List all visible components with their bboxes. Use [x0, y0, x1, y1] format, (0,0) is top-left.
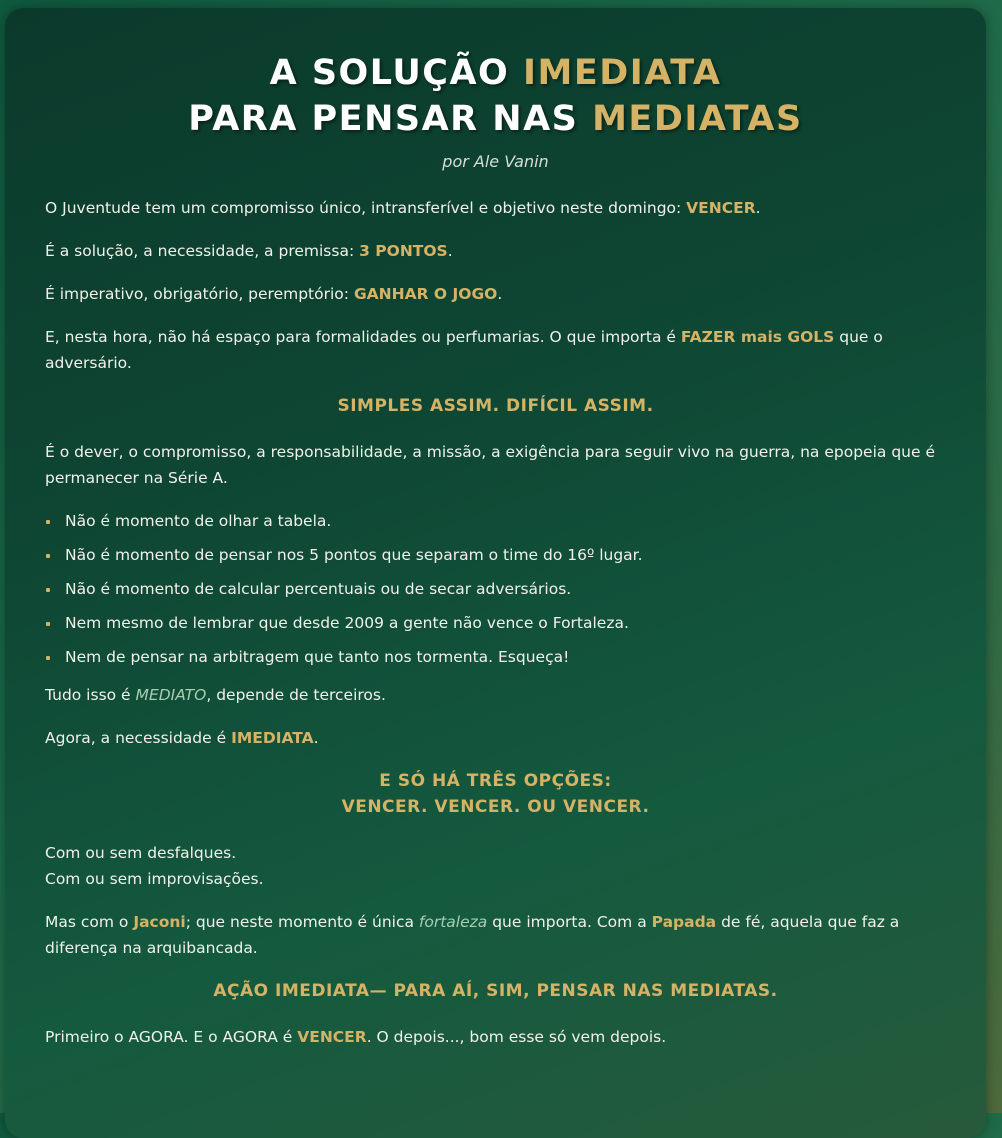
p3-highlight: GANHAR O JOGO [353, 285, 498, 303]
p9-end: de fé, aquela que faz a diferença na arquibancada. [45, 913, 900, 957]
paragraph-1 [45, 195, 946, 221]
p4-end: que o adversário. [45, 328, 883, 372]
p1-text: O Juventude tem um compromisso único, intransferível e objetivo neste domingo: [45, 199, 687, 217]
p9-mid1: ; que neste momento é única [185, 913, 419, 931]
paragraph-9 [45, 909, 946, 961]
subheading-opcoes [45, 768, 946, 820]
p3-end: . [497, 285, 503, 303]
p10-highlight: VENCER [297, 1028, 367, 1046]
bullet-list [45, 508, 946, 670]
article-card [5, 8, 986, 1138]
paragraph-7 [45, 725, 946, 751]
sub2-line2: VENCER. VENCER. OU VENCER. [341, 797, 650, 817]
p9-mid2: que importa. Com a [487, 913, 652, 931]
paragraph-5: É o dever, o compromisso, a responsabilidade, a missão, a exigência para seguir vivo na guerra, na epopeia que é permanecer na Série A. [45, 443, 935, 487]
p7-highlight: IMEDIATA [231, 729, 314, 747]
p9-italic: fortaleza [418, 913, 488, 931]
paragraph-10 [45, 1024, 946, 1050]
p8-line2: Com ou sem improvisações. [45, 870, 264, 888]
p2-end: . [447, 242, 453, 260]
p7-text: Agora, a necessidade é [45, 729, 232, 747]
author-byline: por Ale Vanin [442, 152, 549, 171]
title-line2-white: PARA PENSAR NAS [188, 99, 593, 139]
list-item: Não é momento de pensar nos 5 pontos que separam o time do 16º lugar. [45, 542, 946, 568]
subheading-simples: SIMPLES ASSIM. DIFÍCIL ASSIM. [337, 396, 654, 416]
p6-italic: MEDIATO [135, 686, 207, 704]
p9-text: Mas com o [45, 913, 134, 931]
p6-text: Tudo isso é [45, 686, 136, 704]
sub2-line1: E SÓ HÁ TRÊS OPÇÕES: [379, 771, 612, 791]
p10-end: . O depois..., bom esse só vem depois. [366, 1028, 667, 1046]
p9-highlight-jaconi: Jaconi [133, 913, 186, 931]
list-item: Nem de pensar na arbitragem que tanto nos tormenta. Esqueça! [45, 644, 946, 670]
p3-text: É imperativo, obrigatório, peremptório: [45, 285, 354, 303]
p7-end: . [313, 729, 319, 747]
p10-text: Primeiro o AGORA. E o AGORA é [45, 1028, 298, 1046]
p1-highlight: VENCER [686, 199, 756, 217]
p4-text: E, nesta hora, não há espaço para formalidades ou perfumarias. O que importa é [45, 328, 681, 346]
list-item: Não é momento de calcular percentuais ou de secar adversários. [45, 576, 946, 602]
paragraph-4 [45, 324, 946, 376]
list-item: Nem mesmo de lembrar que desde 2009 a gente não vence o Fortaleza. [45, 610, 946, 636]
title-line2-gold: MEDIATAS [592, 99, 803, 139]
paragraph-6 [45, 682, 946, 708]
p1-end: . [755, 199, 761, 217]
paragraph-3 [45, 281, 946, 307]
subheading-acao: AÇÃO IMEDIATA— PARA AÍ, SIM, PENSAR NAS MEDIATAS. [213, 981, 778, 1001]
p8-line1: Com ou sem desfalques. [45, 844, 237, 862]
p2-text: É a solução, a necessidade, a premissa: [45, 242, 360, 260]
list-item: Não é momento de olhar a tabela. [45, 508, 946, 534]
paragraph-2 [45, 238, 946, 264]
title-line1-gold: IMEDIATA [522, 53, 722, 93]
p9-highlight-papada: Papada [651, 913, 717, 931]
paragraph-8 [45, 840, 946, 892]
p4-highlight: FAZER mais GOLS [680, 328, 835, 346]
p2-highlight: 3 PONTOS [359, 242, 448, 260]
article-title [45, 50, 946, 142]
title-line1-white: A SOLUÇÃO [269, 53, 523, 93]
p6-end: , depende de terceiros. [206, 686, 386, 704]
